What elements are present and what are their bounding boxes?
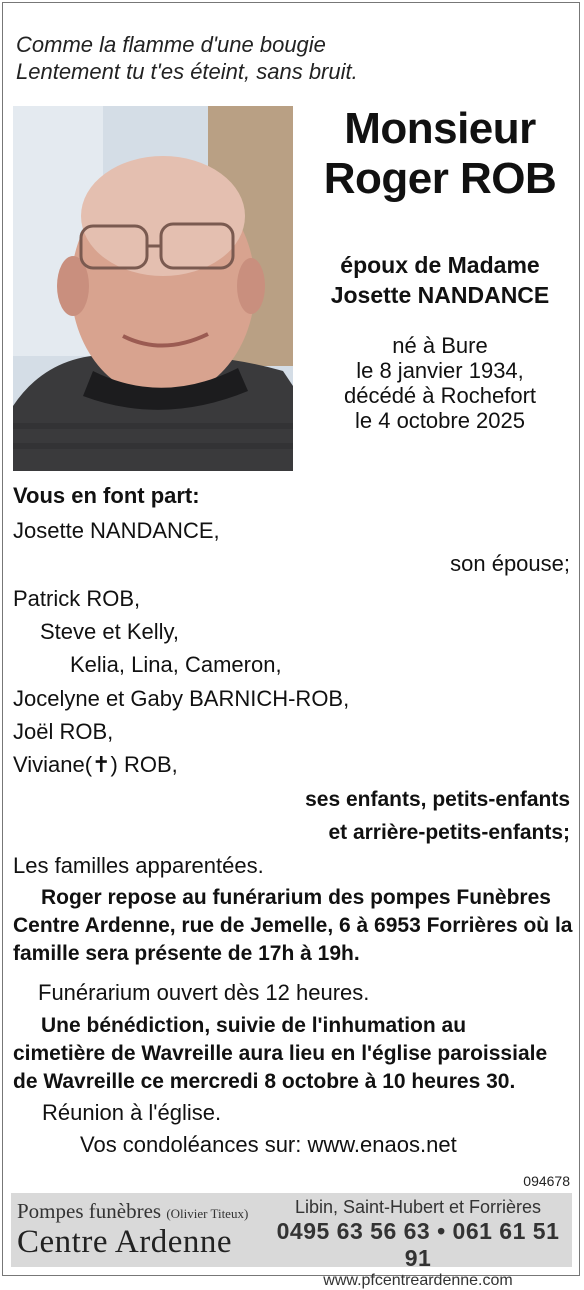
title-line: Roger ROB (323, 154, 557, 203)
poem-line: Comme la flamme d'une bougie (16, 32, 326, 57)
life-dates (300, 333, 580, 433)
portrait-image (13, 106, 293, 471)
family-member: Joël ROB, (13, 719, 114, 744)
brand-title: Pompes funèbres (17, 1199, 162, 1223)
info-line: de Wavreille ce mercredi 8 octobre à 10 heures 30. (13, 1070, 516, 1093)
brand (17, 1199, 248, 1261)
info-line: famille sera présente de 17h à 19h. (13, 942, 360, 965)
ceremony-info (13, 1012, 547, 1096)
spouse-info (300, 250, 580, 310)
website-link[interactable]: www.pfcentreardenne.com (323, 1272, 513, 1289)
family-member: Jocelyne et Gaby BARNICH-ROB, (13, 686, 350, 711)
family-member: Steve et Kelly, (40, 619, 179, 644)
death-date: le 4 octobre 2025 (354, 408, 526, 433)
family-member: Kelia, Lina, Cameron, (70, 652, 282, 677)
reference-number: 094678 (523, 1173, 570, 1189)
family-role: ses enfants, petits-enfants (305, 788, 570, 811)
death-place: décédé à Rochefort (343, 383, 537, 408)
spouse-role: son épouse; (450, 551, 570, 576)
poem (16, 31, 358, 85)
spouse-name: Josette NANDANCE, (13, 518, 220, 543)
poem-line: Lentement tu t'es éteint, sans bruit. (16, 59, 358, 84)
phone-numbers: 0495 63 56 63 • 061 61 51 91 (276, 1218, 560, 1271)
contact (272, 1197, 564, 1290)
info-line: Centre Ardenne, rue de Jemelle, 6 à 6953 Forrières où la (13, 914, 573, 937)
funeral-home-info (13, 884, 572, 968)
announcement-heading: Vous en font part: (13, 483, 200, 508)
opening-hours: Funérarium ouvert dès 12 heures. (38, 980, 370, 1005)
family-member: Viviane(✝) ROB, (13, 752, 178, 777)
funeral-home-banner (11, 1193, 572, 1289)
info-line: cimetière de Wavreille aura lieu en l'église paroissiale (13, 1042, 548, 1065)
info-line: Roger repose au funérarium des pompes Funèbres (41, 886, 551, 909)
brand-name: Centre Ardenne (17, 1224, 233, 1260)
spouse-line: époux de Madame (340, 252, 540, 278)
family-role: et arrière-petits-enfants; (328, 821, 570, 844)
info-line: Une bénédiction, suivie de l'inhumation au (41, 1014, 467, 1037)
birth-place: né à Bure (392, 333, 488, 358)
condolences-info: Vos condoléances sur: www.enaos.net (80, 1132, 457, 1157)
relatives: Les familles apparentées. (13, 853, 264, 878)
spouse-line: Josette NANDANCE (330, 282, 550, 308)
deceased-name (300, 104, 580, 204)
brand-line1 (17, 1199, 248, 1224)
brand-note: (Olivier Titeux) (166, 1206, 249, 1221)
title-line: Monsieur (344, 104, 536, 153)
birth-date: le 8 janvier 1934, (356, 358, 524, 383)
meeting-info: Réunion à l'église. (42, 1100, 222, 1125)
locations: Libin, Saint-Hubert et Forrières (294, 1197, 542, 1217)
portrait-photo (13, 106, 293, 471)
family-member: Patrick ROB, (13, 586, 141, 611)
